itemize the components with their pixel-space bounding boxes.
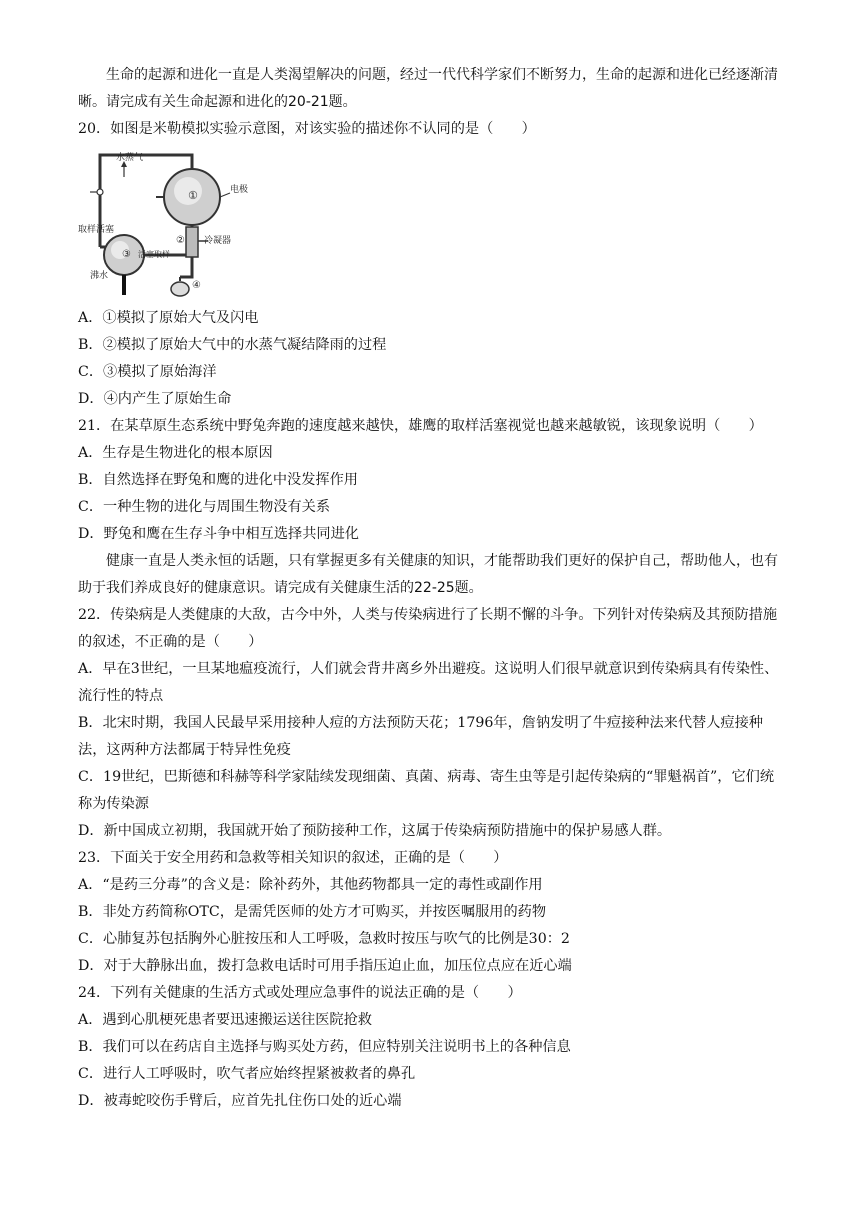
q21-option-b: B．自然选择在野兔和鹰的进化中没发挥作用	[78, 472, 358, 488]
q24-option-a: A．遇到心肌梗死患者要迅速搬运送往医院抢救	[78, 1012, 372, 1028]
label-n2: ②	[176, 235, 185, 246]
exam-page	[78, 62, 784, 1115]
q24-option-d: D．被毒蛇咬伤手臂后，应首先扎住伤口处的近心端	[78, 1093, 402, 1109]
label-steam: 水蒸气	[116, 153, 144, 163]
q23-option-b: B．非处方药简称OTC，是需凭医师的处方才可购买，并按医嘱服用的药物	[78, 904, 547, 920]
q23-option-a: A．“是药三分毒”的含义是：除补药外，其他药物都具一定的毒性或副作用	[78, 877, 543, 893]
label-n4: ④	[192, 280, 201, 291]
miller-experiment-figure	[80, 147, 250, 297]
q21-option-d: D．野兔和鹰在生存斗争中相互选择共同进化	[78, 526, 359, 542]
label-sampling-valve: 取样活塞	[78, 225, 115, 235]
intro-evolution: 生命的起源和进化一直是人类渴望解决的问题，经过一代代科学家们不断努力，生命的起源和进化已经逐渐清晰。请完成有关生命起源和进化的20-21题。	[78, 67, 778, 110]
question-20-stem: 20．如图是米勒模拟实验示意图，对该实验的描述你不认同的是（ ）	[78, 121, 536, 137]
label-stopcock: 活塞取样	[138, 250, 170, 259]
q22-option-d: D．新中国成立初期，我国就开始了预防接种工作，这属于传染病预防措施中的保护易感人群。	[78, 823, 672, 839]
q23-option-d: D．对于大静脉出血，拨打急救电话时可用手指压迫止血，加压位点应在近心端	[78, 958, 572, 974]
q20-option-b: B．②模拟了原始大气中的水蒸气凝结降雨的过程	[78, 337, 387, 353]
q22-option-c: C．19世纪，巴斯德和科赫等科学家陆续发现细菌、真菌、病毒、寄生虫等是引起传染病的“罪魁祸首”，它们统称为传染源	[78, 769, 775, 812]
label-n3: ③	[122, 249, 131, 260]
label-condenser: 冷凝器	[204, 236, 232, 246]
question-23-stem: 23．下面关于安全用药和急救等相关知识的叙述，正确的是（ ）	[78, 850, 508, 866]
q21-option-c: C．一种生物的进化与周围生物没有关系	[78, 499, 331, 515]
q24-option-c: C．进行人工呼吸时，吹气者应始终捏紧被救者的鼻孔	[78, 1066, 416, 1082]
label-boiling-water: 沸水	[90, 271, 109, 281]
question-22-stem: 22．传染病是人类健康的大敌，古今中外，人类与传染病进行了长期不懈的斗争。下列针对传染病及其预防措施的叙述，不正确的是（ ）	[78, 607, 778, 650]
q22-option-b: B．北宋时期，我国人民最早采用接种人痘的方法预防天花；1796年，詹钠发明了牛痘接种法来代替人痘接种法，这两种方法都属于特异性免疫	[78, 715, 763, 758]
q24-option-b: B．我们可以在药店自主选择与购买处方药，但应特别关注说明书上的各种信息	[78, 1039, 571, 1055]
q22-option-a: A．早在3世纪，一旦某地瘟疫流行，人们就会背井离乡外出避疫。这说明人们很早就意识到传染病具有传染性、流行性的特点	[78, 661, 779, 704]
question-21-stem: 21．在某草原生态系统中野兔奔跑的速度越来越快，雄鹰的取样活塞视觉也越来越敏锐，该现象说明（ ）	[78, 418, 763, 434]
intro-health: 健康一直是人类永恒的话题，只有掌握更多有关健康的知识，才能帮助我们更好的保护自己，帮助他人，也有助于我们养成良好的健康意识。请完成有关健康生活的22-25题。	[78, 553, 778, 596]
q20-option-d: D．④内产生了原始生命	[78, 391, 232, 407]
q23-option-c: C．心肺复苏包括胸外心脏按压和人工呼吸，急救时按压与吹气的比例是30：2	[78, 931, 570, 947]
question-24-stem: 24．下列有关健康的生活方式或处理应急事件的说法正确的是（ ）	[78, 985, 522, 1001]
label-electrode: 电极	[230, 185, 249, 195]
label-n1: ①	[188, 189, 198, 202]
q20-option-c: C．③模拟了原始海洋	[78, 364, 217, 380]
q20-option-a: A．①模拟了原始大气及闪电	[78, 310, 259, 326]
q21-option-a: A．生存是生物进化的根本原因	[78, 445, 273, 461]
